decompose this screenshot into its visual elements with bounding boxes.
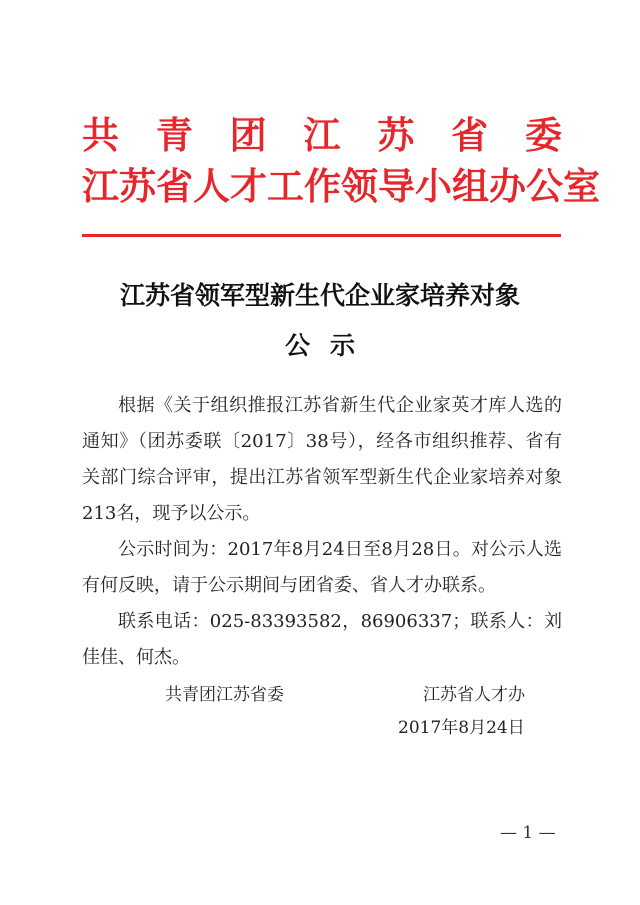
header-line-2-char: 小 — [415, 164, 452, 208]
red-divider-rule — [82, 234, 561, 237]
signature-right-issuer: 江苏省人才办 — [423, 685, 525, 705]
header-line-2-char: 苏 — [119, 164, 156, 208]
header-line-1-char: 省 — [451, 113, 489, 157]
header-line-2-char: 省 — [156, 164, 193, 208]
header-line-1-char: 青 — [155, 113, 193, 157]
header-line-2-char: 室 — [563, 164, 600, 208]
header-line-1-char: 团 — [229, 113, 267, 157]
document-body — [82, 388, 562, 676]
header-line-2-char: 领 — [341, 164, 378, 208]
header-line-2-char: 才 — [230, 164, 267, 208]
header-line-2-char: 江 — [82, 164, 119, 208]
header-line-2-char: 工 — [267, 164, 304, 208]
header-line-2-char: 人 — [193, 164, 230, 208]
document-subtitle: 公示 — [284, 331, 375, 360]
header-line-1-char: 苏 — [377, 113, 415, 157]
header-line-2-char: 组 — [452, 164, 489, 208]
page-number: — 1 — — [500, 823, 556, 843]
header-line-1-char: 委 — [524, 113, 562, 157]
body-paragraph-basis: 根据《关于组织推报江苏省新生代企业家英才库人选的通知》（团苏委联〔2017〕38号），经各市组织推荐、省有关部门综合评审，提出江苏省领军型新生代企业家培养对象213名，现予以公示。 — [82, 395, 562, 524]
issuer-header-line-1 — [82, 110, 562, 160]
header-line-2-char: 公 — [526, 164, 563, 208]
document-title: 江苏省领军型新生代企业家培养对象 — [119, 281, 520, 310]
header-line-2-char: 办 — [489, 164, 526, 208]
header-line-1-char: 江 — [303, 113, 341, 157]
body-paragraph-period: 公示时间为：2017年8月24日至8月28日。对公示人选有何反映，请于公示期间与团省委、省人才办联系。 — [82, 539, 562, 596]
signature-date: 2017年8月24日 — [398, 718, 525, 738]
header-line-1-char: 共 — [82, 113, 119, 157]
header-line-2-char: 作 — [304, 164, 341, 208]
body-paragraph-contact: 联系电话：025-83393582，86906337；联系人：刘佳佳、何杰。 — [82, 611, 562, 668]
signature-left-issuer: 共青团江苏省委 — [165, 685, 284, 705]
header-line-2-char: 导 — [378, 164, 415, 208]
issuer-header-line-2 — [82, 161, 600, 211]
